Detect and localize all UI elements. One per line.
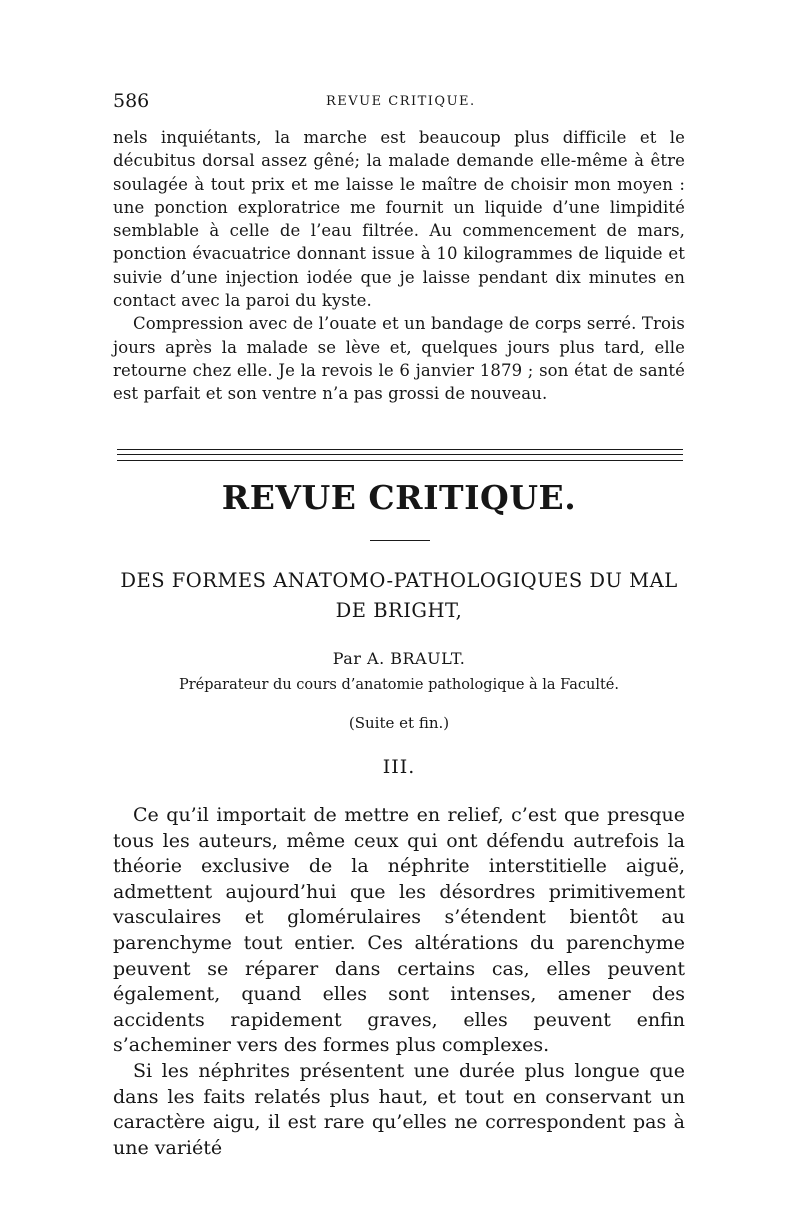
previous-article-text — [113, 126, 685, 406]
article-title-line: DES FORMES ANATOMO-PATHOLOGIQUES DU MAL — [120, 569, 678, 592]
paragraph: Ce qu’il importait de mettre en relief, c’est que presque tous les auteurs, même ceux qui ont défendu autrefois la théorie exclusive de la néphrite interstitielle aiguë, admettent aujourd’hui que les désordres primitivement vasculaires et glomérulaires s’étendent bientôt au parenchyme tout entier. Ces altérations du parenchyme peuvent se réparer dans certains cas, elles peuvent également, quand elles sont intenses, amener des accidents rapidement graves, elles peuvent enfin s’acheminer vers des formes plus complexes. — [113, 804, 685, 1057]
page-number: 586 — [113, 90, 150, 112]
title-rule — [370, 540, 430, 541]
paragraph: Compression avec de l’ouate et un bandage de corps serré. Trois jours après la malade se lève et, quelques jours plus tard, elle retourne chez elle. Je la revois le 6 janvier 1879 ; son état de santé est parfait et son ventre n’a pas grossi de nouveau. — [113, 314, 685, 404]
running-head — [113, 90, 685, 120]
running-title: REVUE CRITIQUE. — [326, 94, 476, 109]
continuation-note: (Suite et fin.) — [348, 714, 450, 732]
author-line: Par A. BRAULT. — [332, 649, 466, 668]
part-heading: III. — [382, 756, 416, 778]
article-title-line: DE BRIGHT, — [335, 599, 463, 622]
paragraph: Si les néphrites présentent une durée plus longue que dans les faits relatés plus haut, et tout en conservant un caractère aigu, il est rare qu’elles ne correspondent pas à une variété — [113, 1059, 685, 1159]
author-affiliation: Préparateur du cours d’anatomie pathologique à la Faculté. — [178, 677, 619, 693]
paragraph: nels inquiétants, la marche est beaucoup plus difficile et le décubitus dorsal assez gêné; la malade demande elle-même à être soulagée à tout prix et me laisse le maître de choisir mon moyen : une ponction exploratrice me fournit un liquide d’une limpidité semblable à celle de l’eau filtrée. Au commencement de mars, ponction évacuatrice donnant issue à 10 kilogrammes de liquide et suivie d’une injection iodée que je laisse pendant dix minutes en contact avec la paroi du kyste. — [113, 128, 685, 311]
section-divider — [117, 449, 683, 461]
article-body — [113, 803, 685, 1161]
article-title — [113, 566, 685, 626]
section-title: REVUE CRITIQUE. — [221, 478, 577, 517]
